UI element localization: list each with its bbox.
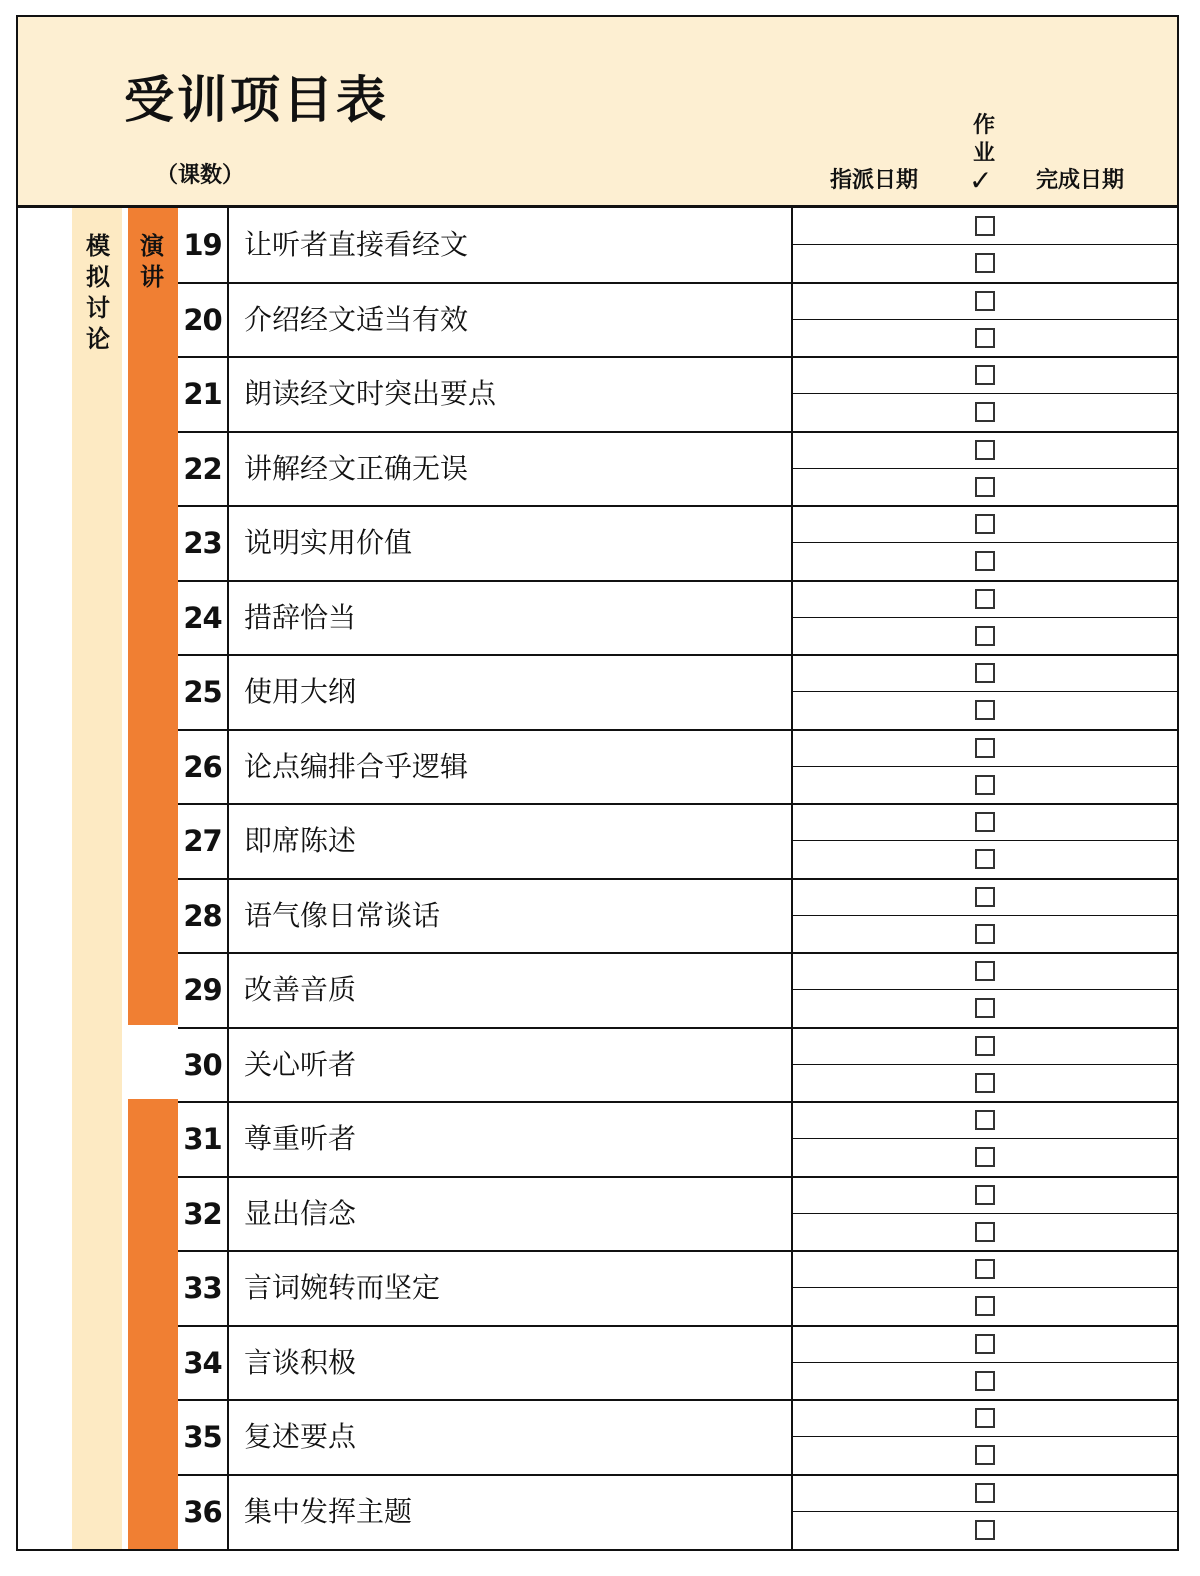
half-row-divider <box>793 989 1179 990</box>
table-row <box>178 1028 1179 1103</box>
lesson-name: 即席陈述 <box>244 824 357 857</box>
lesson-name: 论点编排合乎逻辑 <box>244 749 469 783</box>
lesson-name: 介绍经文适当有效 <box>244 302 469 336</box>
table-row <box>178 879 1179 954</box>
lesson-number: 21 <box>183 377 222 411</box>
homework-checkbox-1[interactable] <box>975 514 995 534</box>
half-row-divider <box>793 1511 1179 1512</box>
table-row <box>178 581 1179 656</box>
homework-header <box>972 112 996 168</box>
lesson-name: 关心听者 <box>244 1047 357 1081</box>
homework-checkbox-1[interactable] <box>975 216 995 236</box>
lesson-name: 朗读经文时突出要点 <box>244 377 497 410</box>
table-row <box>178 1400 1179 1475</box>
homework-checkbox-2[interactable] <box>975 1147 995 1167</box>
homework-checkbox-2[interactable] <box>975 1371 995 1391</box>
half-row-divider <box>793 1287 1179 1288</box>
homework-checkbox-1[interactable] <box>975 738 995 758</box>
lesson-count-label: （课数） <box>156 163 245 188</box>
half-row-divider <box>793 691 1179 692</box>
lesson-number: 34 <box>183 1345 222 1380</box>
half-row-divider <box>793 1064 1179 1065</box>
lesson-name: 让听者直接看经文 <box>244 228 469 261</box>
lesson-name: 集中发挥主题 <box>244 1494 413 1528</box>
lesson-number: 36 <box>183 1494 222 1529</box>
homework-checkbox-1[interactable] <box>975 589 995 609</box>
homework-checkbox-1[interactable] <box>975 961 995 981</box>
discussion-bar <box>72 208 122 1551</box>
check-mark-icon: ✓ <box>969 164 993 197</box>
homework-checkbox-2[interactable] <box>975 849 995 869</box>
lesson-number: 27 <box>183 824 222 858</box>
homework-checkbox-2[interactable] <box>975 1445 995 1465</box>
homework-checkbox-1[interactable] <box>975 1185 995 1205</box>
lesson-number: 28 <box>183 898 222 933</box>
homework-checkbox-1[interactable] <box>975 663 995 683</box>
table-row <box>178 1177 1179 1252</box>
training-schedule-sheet <box>16 15 1179 1551</box>
table-row <box>178 432 1179 507</box>
homework-header-char: 作 <box>972 113 995 138</box>
half-row-divider <box>793 244 1179 245</box>
homework-checkbox-2[interactable] <box>975 700 995 720</box>
talk-group-label: 演讲 <box>140 232 164 291</box>
homework-checkbox-2[interactable] <box>975 253 995 273</box>
lesson-number: 31 <box>183 1122 222 1156</box>
lesson-name: 改善音质 <box>244 973 357 1006</box>
talk-bar-upper <box>128 208 178 1025</box>
homework-checkbox-2[interactable] <box>975 626 995 646</box>
page-title: 受训项目表 <box>124 71 389 129</box>
homework-checkbox-2[interactable] <box>975 1296 995 1316</box>
table-row <box>178 804 1179 879</box>
homework-header-char: 业 <box>972 141 995 166</box>
number-column-divider <box>227 208 229 1551</box>
lesson-name: 措辞恰当 <box>244 600 357 634</box>
half-row-divider <box>793 468 1179 469</box>
homework-checkbox-2[interactable] <box>975 402 995 422</box>
lesson-name: 讲解经文正确无误 <box>244 451 469 485</box>
table-row <box>178 283 1179 358</box>
talk-bar-lower <box>128 1099 178 1551</box>
lesson-number: 35 <box>183 1420 222 1454</box>
table-row <box>178 1326 1179 1401</box>
homework-checkbox-2[interactable] <box>975 924 995 944</box>
table-row <box>178 506 1179 581</box>
lesson-name: 说明实用价值 <box>244 526 413 559</box>
completed-date-header: 完成日期 <box>1036 168 1125 193</box>
half-row-divider <box>793 766 1179 767</box>
homework-checkbox-2[interactable] <box>975 998 995 1018</box>
half-row-divider <box>793 617 1179 618</box>
lesson-number: 25 <box>183 675 222 709</box>
lesson-number: 23 <box>183 526 222 560</box>
lesson-name: 言词婉转而坚定 <box>244 1271 441 1304</box>
lesson-number: 29 <box>183 973 222 1007</box>
table-row <box>178 1475 1179 1550</box>
lesson-number: 24 <box>183 600 222 635</box>
lesson-number: 26 <box>183 749 222 784</box>
homework-checkbox-1[interactable] <box>975 1036 995 1056</box>
assigned-date-header: 指派日期 <box>830 168 919 193</box>
half-row-divider <box>793 840 1179 841</box>
lesson-name: 使用大纲 <box>244 675 357 708</box>
homework-checkbox-1[interactable] <box>975 291 995 311</box>
half-row-divider <box>793 1436 1179 1437</box>
homework-checkbox-1[interactable] <box>975 812 995 832</box>
half-row-divider <box>793 1362 1179 1363</box>
lesson-name: 语气像日常谈话 <box>244 898 441 932</box>
homework-checkbox-1[interactable] <box>975 1483 995 1503</box>
homework-checkbox-1[interactable] <box>975 1259 995 1279</box>
date-column-divider <box>791 208 793 1551</box>
homework-checkbox-1[interactable] <box>975 365 995 385</box>
homework-checkbox-1[interactable] <box>975 1334 995 1354</box>
homework-checkbox-2[interactable] <box>975 551 995 571</box>
lesson-name: 显出信念 <box>244 1196 357 1230</box>
table-row <box>178 655 1179 730</box>
lesson-number: 22 <box>183 451 222 486</box>
homework-checkbox-1[interactable] <box>975 1408 995 1428</box>
homework-checkbox-2[interactable] <box>975 328 995 348</box>
half-row-divider <box>793 393 1179 394</box>
half-row-divider <box>793 1138 1179 1139</box>
lesson-number: 20 <box>183 302 222 337</box>
homework-checkbox-2[interactable] <box>975 775 995 795</box>
discussion-group-label: 模拟讨论 <box>86 232 110 353</box>
lesson-name: 复述要点 <box>244 1420 357 1453</box>
lesson-number: 19 <box>183 228 222 262</box>
lesson-name: 尊重听者 <box>244 1122 357 1155</box>
homework-checkbox-2[interactable] <box>975 1520 995 1540</box>
table-row <box>178 357 1179 432</box>
half-row-divider <box>793 542 1179 543</box>
lesson-number: 30 <box>183 1047 222 1082</box>
lesson-number: 32 <box>183 1196 222 1231</box>
table-row <box>178 1251 1179 1326</box>
table-row <box>178 730 1179 805</box>
homework-checkbox-2[interactable] <box>975 1073 995 1093</box>
half-row-divider <box>793 1213 1179 1214</box>
table-row <box>178 1102 1179 1177</box>
header <box>18 17 1177 208</box>
homework-checkbox-1[interactable] <box>975 440 995 460</box>
half-row-divider <box>793 915 1179 916</box>
homework-checkbox-1[interactable] <box>975 1110 995 1130</box>
half-row-divider <box>793 319 1179 320</box>
lesson-name: 言谈积极 <box>244 1345 357 1379</box>
homework-checkbox-2[interactable] <box>975 1222 995 1242</box>
lesson-number: 33 <box>183 1271 222 1305</box>
table-row <box>178 208 1179 283</box>
homework-checkbox-1[interactable] <box>975 887 995 907</box>
table-row <box>178 953 1179 1028</box>
homework-checkbox-2[interactable] <box>975 477 995 497</box>
